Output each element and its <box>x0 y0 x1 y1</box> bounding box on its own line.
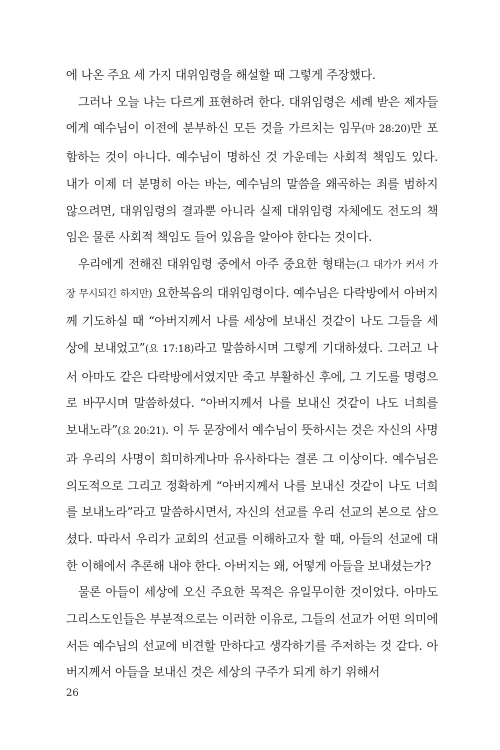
paragraph <box>66 251 438 579</box>
text-segment: 요한복음의 대위임령이다. 예수님은 다락방에서 아버지께 기도하실 때 “아버지께서 나를 세상에 보내신 것같이 나도 그들을 세상에 보내었고” <box>66 285 438 356</box>
text-segment: 우리에게 전해진 대위임령 중에서 아주 중요한 형태는 <box>78 256 357 271</box>
reference-note: (요 20:21) <box>117 426 166 438</box>
reference-note: (요 17:18) <box>145 344 194 356</box>
page-number: 26 <box>66 688 79 699</box>
text-segment: . 이 두 문장에서 예수님이 뜻하시는 것은 자신의 사명과 우리의 사명이 희미하게나마 유사하다는 결론 그 이상이다. 예수님은 의도적으로 그리고 정확하게 “아버지께서 나를 보내신 것같이 나도 너희를 보내노라”라고 말씀하시면서, 자신의 선교를 우리 선교의 본으로 삼으셨다. 따라서 우리가 교회의 선교를 이해하고자 할 때, 아들의 선교에 대한 이해에서 추론해 내야 한다. 아버지는 왜, 어떻게 아들을 보내셨는가? <box>66 423 438 573</box>
reference-note: (그 대가가 커서 가장 무시되긴 하지만) <box>66 259 438 300</box>
text-segment: 만 포함하는 것이 아니다. 예수님이 명하신 것 가운데는 사회적 책임도 있다. 내가 이제 더 분명히 아는 바는, 예수님의 말씀을 왜곡하는 죄를 범하지 않으려면, 대위임령의 결과뿐 아니라 실제 대위임령 자체에도 전도의 책임은 물론 사회적 책임도 들어 있음을 알아야 한다는 것이다. <box>66 121 438 245</box>
paragraph <box>66 89 438 251</box>
paragraph <box>66 579 438 686</box>
text-segment: 에 나온 주요 세 가지 대위임령을 해설할 때 그렇게 주장했다. <box>66 68 376 82</box>
reference-note: (마 28:20) <box>361 124 411 136</box>
text-segment: 물론 아들이 세상에 오신 주요한 목적은 유일무이한 것이었다. 아마도 그리스도인들은 부분적으로는 이러한 이유로, 그들의 선교가 어떤 의미에서든 예수님의 선교에 비견할 만하다고 생각하기를 주저하는 것 같다. 아버지께서 아들을 보내신 것은 세상의 구주가 되게 하기 위해서 <box>66 585 438 680</box>
body-text <box>66 62 438 686</box>
text-segment: 그러나 오늘 나는 다르게 표현하려 한다. 대위임령은 세례 받은 제자들에게 예수님이 이전에 분부하신 모든 것을 가르치는 임무 <box>66 94 438 136</box>
text-segment: 라고 말씀하시며 그렇게 기대하셨다. 그러고 나서 아마도 같은 다락방에서였지만 죽고 부활하신 후에, 그 기도를 명령으로 바꾸시며 말씀하셨다. “아버지께서 나를 보내신 것같이 나도 너희를 보내노라” <box>66 341 438 438</box>
paragraph <box>66 62 438 89</box>
